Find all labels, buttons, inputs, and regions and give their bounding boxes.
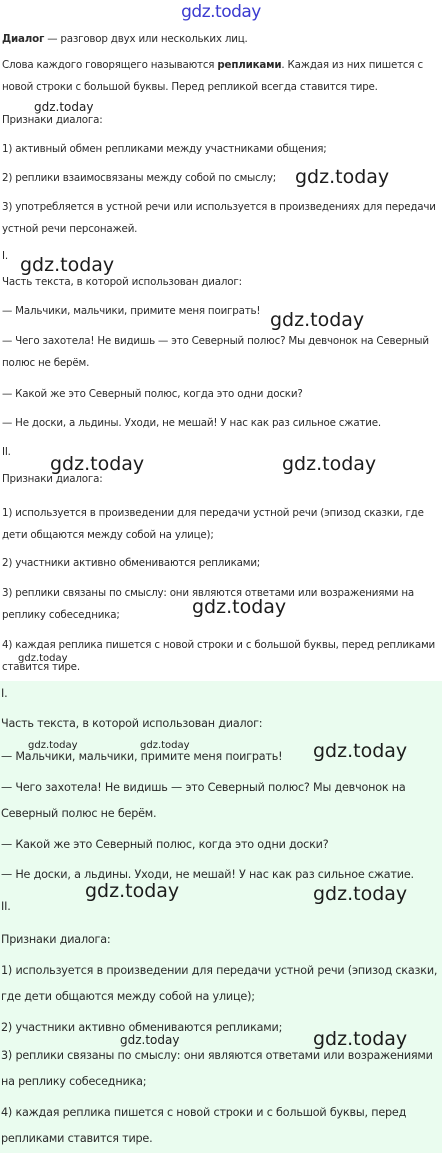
- part2-numeral: II.: [1, 900, 11, 913]
- part2-item: 4) каждая реплика пишется с новой строки и с большой буквы, перед репликами ставится тире.: [2, 639, 436, 673]
- part1-numeral: I.: [1, 687, 8, 700]
- part2-item: 3) реплики связаны по смыслу: они являются ответами или возражениями на реплику собеседника;: [1, 1049, 433, 1088]
- part2-item: 2) участники активно обмениваются репликами;: [2, 557, 261, 569]
- watermark: gdz.today: [28, 740, 78, 751]
- part2-numeral: II.: [2, 446, 11, 458]
- part2-heading: Признаки диалога:: [1, 933, 111, 946]
- top-watermark: gdz.today: [181, 2, 261, 22]
- dialog-line: — Не доски, а льдины. Уходи, не мешай! У нас как раз сильное сжатие.: [1, 868, 414, 881]
- watermark: gdz.today: [20, 254, 115, 276]
- watermark: gdz.today: [140, 740, 190, 751]
- part2-item: 4) каждая реплика пишется с новой строки и с большой буквы, перед репликами ставится тире.: [1, 1106, 407, 1145]
- part1-heading: Часть текста, в которой использован диалог:: [1, 717, 263, 730]
- part2-item: 2) участники активно обмениваются репликами;: [1, 1021, 283, 1034]
- dialog-line: — Не доски, а льдины. Уходи, не мешай! У нас как раз сильное сжатие.: [2, 417, 381, 429]
- intro-definition: Диалог — разговор двух или нескольких лиц.: [2, 33, 248, 45]
- part1-heading: Часть текста, в которой использован диалог:: [2, 276, 242, 288]
- watermark: gdz.today: [34, 100, 94, 114]
- term-replicas: репликами: [217, 59, 282, 71]
- feature-item: 2) реплики взаимосвязаны между собой по смыслу;: [2, 172, 277, 184]
- part2-item: 1) используется в произведении для передачи устной речи (эпизод сказки, где дети общаются между собой на улице);: [1, 964, 438, 1003]
- dialog-line: — Мальчики, мальчики, примите меня поиграть!: [2, 305, 261, 317]
- watermark: gdz.today: [192, 596, 287, 618]
- features-heading: Признаки диалога:: [2, 114, 103, 126]
- part2-item: 1) используется в произведении для передачи устной речи (эпизод сказки, где дети общаются между собой на улице);: [2, 507, 424, 541]
- watermark: gdz.today: [270, 309, 365, 331]
- dialog-line: — Какой же это Северный полюс, когда это одни доски?: [2, 388, 303, 400]
- watermark: gdz.today: [18, 653, 68, 664]
- watermark: gdz.today: [313, 1028, 408, 1050]
- dialog-line: — Какой же это Северный полюс, когда это одни доски?: [1, 838, 329, 851]
- part1-numeral: I.: [2, 250, 8, 262]
- watermark: gdz.today: [313, 883, 408, 905]
- watermark: gdz.today: [120, 1033, 180, 1047]
- part2-heading: Признаки диалога:: [2, 473, 103, 485]
- watermark: gdz.today: [85, 880, 180, 902]
- part2-item: 3) реплики связаны по смыслу: они являются ответами или возражениями на реплику собеседника;: [2, 587, 414, 621]
- feature-item: 3) употребляется в устной речи или используется в произведениях для передачи устной речи персонажей.: [2, 201, 436, 235]
- term-dialog: Диалог: [2, 33, 45, 45]
- watermark: gdz.today: [50, 453, 145, 475]
- dialog-line: — Чего захотела! Не видишь — это Северный полюс? Мы девчонок на Северный полюс не берём.: [2, 335, 429, 369]
- watermark: gdz.today: [282, 453, 377, 475]
- intro-replicas: Слова каждого говорящего называются репликами. Каждая из них пишется с новой строки с большой буквы. Перед репликой всегда ставится тире.: [2, 59, 423, 93]
- feature-item: 1) активный обмен репликами между участниками общения;: [2, 143, 327, 155]
- watermark: gdz.today: [295, 166, 390, 188]
- dialog-line: — Мальчики, мальчики, примите меня поиграть!: [1, 750, 283, 763]
- dialog-line: — Чего захотела! Не видишь — это Северный полюс? Мы девчонок на Северный полюс не берём.: [1, 781, 406, 820]
- watermark: gdz.today: [313, 740, 408, 762]
